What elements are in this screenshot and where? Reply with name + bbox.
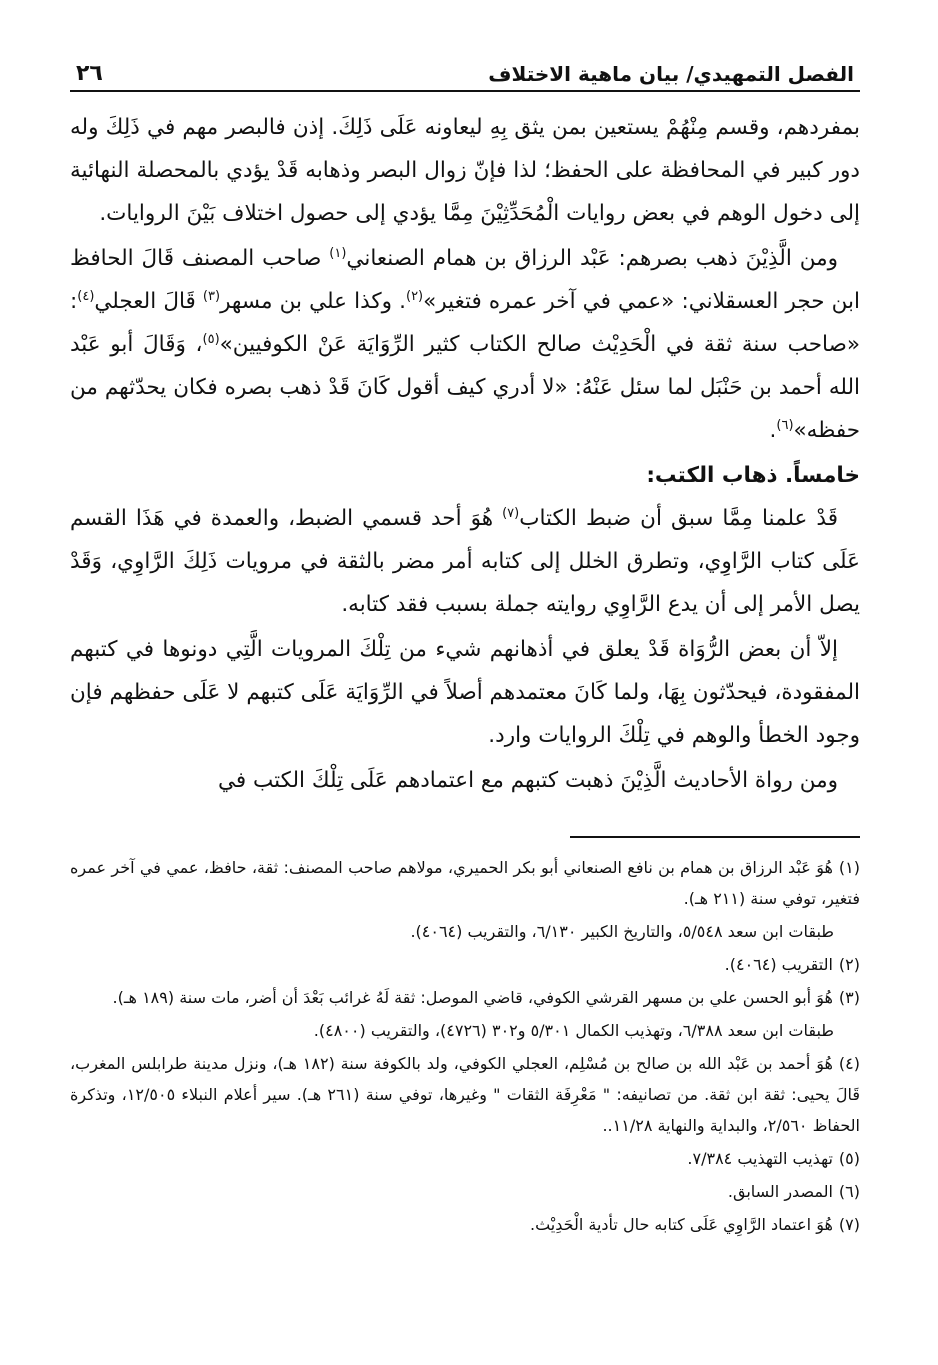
footnote-5 [70,1143,860,1174]
footnotes [70,852,860,1240]
footnote-4 [70,1048,860,1141]
running-head [70,50,860,92]
footnote-ref-2: (٢) [405,288,424,304]
footnote-3 [70,982,860,1013]
footnote-ref-3: (٣) [202,288,221,304]
footnote-number: (٧) [838,1215,860,1234]
book-page [70,50,860,1242]
paragraph-2 [70,237,860,452]
footnote-text: هُوَ اعتماد الرَّاوِي عَلَى كتابه حال تأدية الْحَدِيْث. [529,1215,833,1234]
footnote-3-sources: طبقات ابن سعد ٦/٣٨٨، وتهذيب الكمال ٥/٣٠١ و٣٠٢ (٤٧٢٦)، والتقريب (٤٨٠٠). [313,1021,834,1040]
footnote-7 [70,1209,860,1240]
footnote-separator [570,836,860,838]
paragraph-2-text-b: صاحب المصنف قَالَ الحافظ ابن حجر العسقلاني: «عمي في آخر عمره فتغير» [70,246,861,314]
paragraph-3-text-b: هُوَ أحد قسمي الضبط، والعمدة في هَذَا القسم عَلَى كتاب الرَّاوِي، وتطرق الخلل إلى كتابه أمر مضر بالثقة في مرويات ذَلِكَ الرَّاوِي، وَقَدْ يصل الأمر إلى أن يدع الرَّاوِي روايته جملة بسبب فقد كتابه. [70,506,860,617]
paragraph-4: إلاّ أن بعض الرُّوَاة قَدْ يعلق في أذهانهم شيء من تِلْكَ المرويات الَّتِي دونوها في كتبهم المفقودة، فيحدّثون بِهَا، ولما كَانَ معتمدهم أصلاً في الرِّوَايَة عَلَى كتبهم لا عَلَى حفظهم فإن وجود الخطأ والوهم في تِلْكَ الروايات وارد. [70,637,860,748]
section-heading: خامساً. ذهاب الكتب: [646,463,860,488]
paragraph-2-text-c: . وكذا علي بن مسهر [220,289,406,314]
footnote-text: تهذيب التهذيب ٧/٣٨٤. [687,1149,833,1168]
footnote-1 [70,852,860,914]
paragraph-2-text-f: ، وَقَالَ أبو عَبْد الله أحمد بن حَنْبَل لما سئل عَنْهُ: «لا أدري كيف أقول كَانَ قَدْ ذهب بصره فكان يحدّثهم من حفظه» [70,332,860,443]
footnote-text: هُوَ عَبْد الرزاق بن همام بن نافع الصنعاني أبو بكر الحميري، مولاهم صاحب المصنف: ثقة، حافظ، عمي في آخر عمره فتغير، توفي سنة (٢١١ هـ). [70,858,860,908]
footnote-number: (٦) [838,1182,860,1201]
paragraph-2-text-e: : «صاحب سنة ثقة في الْحَدِيْث صالح الكتاب كثير الرِّوَايَة عَنْ الكوفيين» [70,289,860,357]
paragraph-3 [70,497,860,626]
paragraph-1: بمفردهم، وقسم مِنْهُمْ يستعين بمن يثق بِهِ ليعاونه عَلَى ذَلِكَ. إذن فالبصر مهم في ذَلِكَ وله دور كبير في المحافظة على الحفظ؛ لذا فإنّ زوال البصر وذهابه قَدْ يؤدي بالمحصلة النهائية إلى دخول الوهم في بعض روايات الْمُحَدِّثِيْنَ مِمَّا يؤدي إلى حصول اختلاف بَيْنَ الروايات. [70,115,860,226]
footnote-ref-1: (١) [329,245,347,261]
footnote-1-sources: طبقات ابن سعد ٥/٥٤٨، والتاريخ الكبير ٦/١٣٠، والتقريب (٤٠٦٤). [410,922,834,941]
footnote-ref-6: (٦) [776,417,794,433]
main-text [70,106,860,802]
footnote-number: (٤) [838,1054,861,1073]
footnote-ref-4: (٤) [77,288,95,304]
paragraph-2-text-a: ومن الَّذِيْنَ ذهب بصرهم: عَبْد الرزاق بن همام الصنعاني [346,246,838,271]
footnote-number: (٣) [838,988,860,1007]
footnote-number: (٥) [838,1149,860,1168]
footnote-ref-7: (٧) [502,505,520,521]
footnote-6 [70,1176,860,1207]
paragraph-5: ومن رواة الأحاديث الَّذِيْنَ ذهبت كتبهم مع اعتمادهم عَلَى تِلْكَ الكتب في [217,768,838,793]
footnote-number: (٢) [838,955,860,974]
page-number: ٢٦ [76,61,103,86]
chapter-title: الفصل التمهيدي/ بيان ماهية الاختلاف [488,62,854,86]
paragraph-2-text-d: قَالَ العجلي [94,289,203,314]
footnote-2 [70,949,860,980]
footnote-text: هُوَ أحمد بن عَبْد الله بن صالح بن مُسْلِم، العجلي الكوفي، ولد بالكوفة سنة (١٨٢ هـ)، ونزل مدينة طرابلس المغرب، قَالَ يحيى: ثقة ابن ثقة. من تصانيفه: " مَعْرِفَة الثقات " وغيرها، توفي سنة (٢٦١ هـ). سير أعلام النبلاء ١٢/٥٠٥، وتذكرة الحفاظ ٢/٥٦٠، والبداية والنهاية ١١/٢٨.. [70,1054,861,1135]
footnote-text: المصدر السابق. [727,1182,833,1201]
footnote-text: التقريب (٤٠٦٤). [724,955,833,974]
paragraph-2-text-g: . [769,418,777,443]
footnote-ref-5: (٥) [202,331,220,347]
footnote-text: هُوَ أبو الحسن علي بن مسهر القرشي الكوفي، قاضي الموصل: ثقة لَهُ غرائب بَعْدَ أن أضر، مات سنة (١٨٩ هـ). [112,988,833,1007]
paragraph-3-text-a: قَدْ علمنا مِمَّا سبق أن ضبط الكتاب [519,506,838,531]
footnote-number: (١) [838,858,860,877]
